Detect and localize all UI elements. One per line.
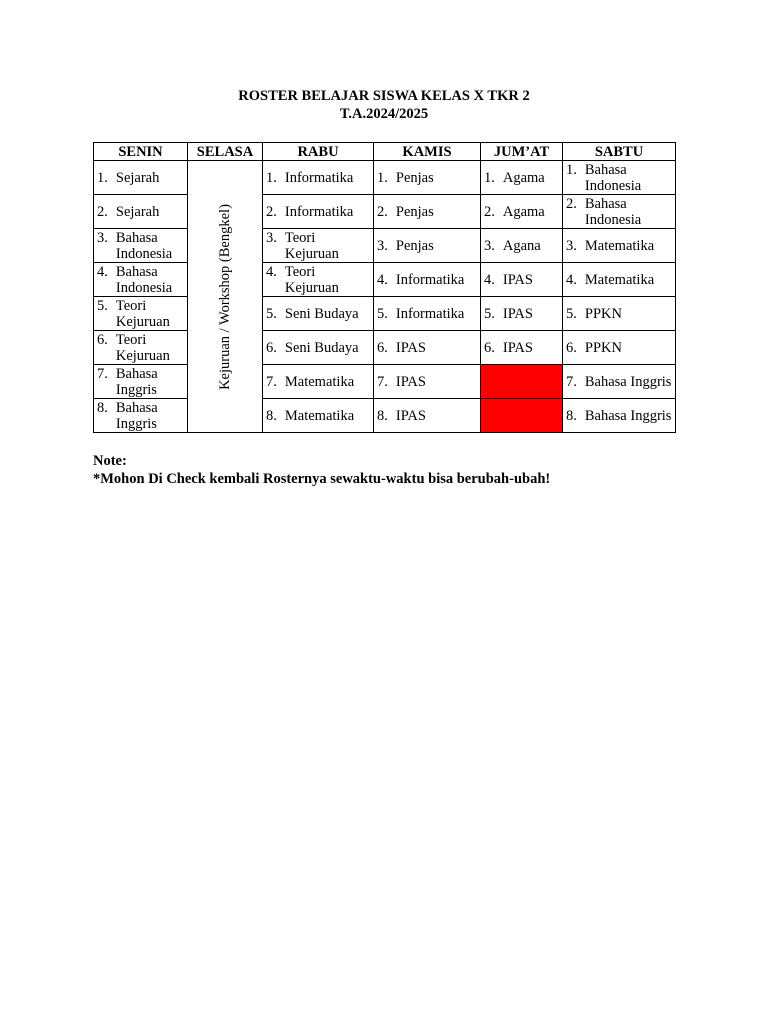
lesson-item	[481, 204, 562, 220]
lesson-item	[563, 374, 675, 390]
lesson-subject: Seni Budaya	[284, 305, 359, 322]
cell-sabtu-7	[563, 365, 676, 399]
table-row	[94, 399, 676, 433]
cell-senin-6	[94, 331, 188, 365]
cell-kamis-2	[374, 195, 481, 229]
cell-kamis-6	[374, 331, 481, 365]
lesson-number: 8.	[377, 407, 388, 424]
lesson-number: 8.	[566, 407, 577, 424]
lesson-number: 3.	[97, 229, 108, 246]
table-row	[94, 365, 676, 399]
lesson-item	[481, 340, 562, 356]
cell-rabu-8	[263, 399, 374, 433]
table-row	[94, 229, 676, 263]
cell-jumat-3	[481, 229, 563, 263]
lesson-number: 6.	[484, 339, 495, 356]
lesson-subject: Agana	[502, 237, 541, 254]
lesson-subject: Bahasa Inggris	[584, 407, 672, 424]
lesson-subject: Bahasa Indonesia	[584, 195, 642, 228]
schedule-table	[93, 142, 676, 433]
schedule-body	[94, 161, 676, 433]
lesson-subject: Sejarah	[115, 203, 160, 220]
lesson-subject: Agama	[502, 203, 545, 220]
lesson-number: 1.	[566, 161, 577, 178]
lesson-number: 6.	[566, 339, 577, 356]
lesson-item	[374, 272, 480, 288]
cell-kamis-1	[374, 161, 481, 195]
lesson-subject: IPAS	[502, 305, 533, 322]
cell-jumat-2	[481, 195, 563, 229]
lesson-item	[94, 170, 187, 186]
header-kamis: KAMIS	[374, 143, 481, 161]
cell-jumat-4	[481, 263, 563, 297]
lesson-number: 2.	[266, 203, 277, 220]
lesson-item	[263, 306, 373, 322]
lesson-number: 1.	[484, 169, 495, 186]
lesson-number: 2.	[566, 195, 577, 212]
lesson-item	[94, 230, 187, 262]
cell-rabu-6	[263, 331, 374, 365]
cell-kamis-5	[374, 297, 481, 331]
lesson-item	[374, 340, 480, 356]
table-row	[94, 161, 676, 195]
lesson-subject: Teori Kejuruan	[284, 263, 339, 296]
header-senin: SENIN	[94, 143, 188, 161]
lesson-item	[94, 400, 187, 432]
lesson-subject: Teori Kejuruan	[115, 297, 170, 330]
lesson-subject: Matematika	[584, 237, 655, 254]
cell-senin-2	[94, 195, 188, 229]
academic-year: T.A.2024/2025	[339, 106, 429, 122]
lesson-item	[94, 298, 187, 330]
table-row	[94, 297, 676, 331]
lesson-subject: Matematika	[584, 271, 655, 288]
lesson-number: 1.	[266, 169, 277, 186]
lesson-number: 2.	[97, 203, 108, 220]
lesson-subject: IPAS	[502, 271, 533, 288]
lesson-subject: Penjas	[395, 169, 434, 186]
cell-sabtu-2	[563, 195, 676, 229]
lesson-item	[374, 170, 480, 186]
lesson-number: 5.	[97, 297, 108, 314]
lesson-number: 5.	[566, 305, 577, 322]
lesson-number: 1.	[377, 169, 388, 186]
selasa-label: Kejuruan / Workshop (Bengkel)	[217, 203, 233, 390]
lesson-number: 5.	[266, 305, 277, 322]
lesson-subject: Bahasa Indonesia	[115, 263, 173, 296]
lesson-number: 3.	[266, 229, 277, 246]
lesson-subject: PPKN	[584, 339, 622, 356]
cell-jumat-1	[481, 161, 563, 195]
cell-kamis-4	[374, 263, 481, 297]
cell-kamis-8	[374, 399, 481, 433]
header-jumat: JUM’AT	[481, 143, 563, 161]
lesson-subject: Bahasa Inggris	[115, 399, 158, 432]
lesson-item	[263, 230, 373, 262]
lesson-item	[563, 162, 675, 194]
lesson-item	[563, 340, 675, 356]
lesson-number: 3.	[566, 237, 577, 254]
cell-jumat-5	[481, 297, 563, 331]
empty-slot-jumat-8	[481, 399, 563, 433]
lesson-subject: Bahasa Inggris	[584, 373, 672, 390]
lesson-number: 4.	[566, 271, 577, 288]
lesson-item	[263, 170, 373, 186]
lesson-item	[563, 238, 675, 254]
lesson-item	[263, 264, 373, 296]
lesson-number: 4.	[484, 271, 495, 288]
lesson-item	[481, 170, 562, 186]
cell-rabu-5	[263, 297, 374, 331]
cell-rabu-4	[263, 263, 374, 297]
lesson-subject: Matematika	[284, 407, 355, 424]
cell-sabtu-3	[563, 229, 676, 263]
lesson-item	[563, 272, 675, 288]
cell-rabu-1	[263, 161, 374, 195]
cell-sabtu-8	[563, 399, 676, 433]
page-title: ROSTER BELAJAR SISWA KELAS X TKR 2	[238, 88, 530, 104]
lesson-subject: Penjas	[395, 203, 434, 220]
lesson-subject: Agama	[502, 169, 545, 186]
lesson-number: 5.	[484, 305, 495, 322]
header-rabu: RABU	[263, 143, 374, 161]
lesson-subject: Penjas	[395, 237, 434, 254]
header-selasa: SELASA	[188, 143, 263, 161]
cell-rabu-3	[263, 229, 374, 263]
table-row	[94, 195, 676, 229]
lesson-item	[481, 306, 562, 322]
lesson-subject: Bahasa Indonesia	[584, 161, 642, 194]
lesson-item	[374, 238, 480, 254]
lesson-number: 4.	[377, 271, 388, 288]
lesson-number: 6.	[266, 339, 277, 356]
lesson-item	[481, 238, 562, 254]
empty-slot-jumat-7	[481, 365, 563, 399]
cell-sabtu-1	[563, 161, 676, 195]
lesson-item	[374, 204, 480, 220]
lesson-number: 7.	[566, 373, 577, 390]
cell-sabtu-6	[563, 331, 676, 365]
lesson-item	[94, 204, 187, 220]
lesson-number: 7.	[377, 373, 388, 390]
cell-sabtu-4	[563, 263, 676, 297]
header-row	[94, 143, 676, 161]
lesson-number: 2.	[484, 203, 495, 220]
cell-senin-5	[94, 297, 188, 331]
lesson-item	[263, 340, 373, 356]
lesson-subject: Informatika	[395, 305, 465, 322]
lesson-number: 4.	[266, 263, 277, 280]
lesson-number: 6.	[97, 331, 108, 348]
header-sabtu: SABTU	[563, 143, 676, 161]
lesson-item	[94, 332, 187, 364]
lesson-subject: Informatika	[284, 203, 354, 220]
lesson-subject: Informatika	[395, 271, 465, 288]
lesson-subject: Bahasa Indonesia	[115, 229, 173, 262]
lesson-item	[263, 204, 373, 220]
cell-senin-3	[94, 229, 188, 263]
table-row	[94, 263, 676, 297]
lesson-number: 7.	[266, 373, 277, 390]
cell-jumat-6	[481, 331, 563, 365]
cell-rabu-2	[263, 195, 374, 229]
lesson-subject: Teori Kejuruan	[284, 229, 339, 262]
cell-senin-7	[94, 365, 188, 399]
cell-senin-4	[94, 263, 188, 297]
lesson-item	[563, 306, 675, 322]
lesson-item	[263, 374, 373, 390]
lesson-number: 3.	[484, 237, 495, 254]
lesson-item	[481, 272, 562, 288]
lesson-item	[263, 408, 373, 424]
lesson-subject: IPAS	[395, 407, 426, 424]
cell-kamis-7	[374, 365, 481, 399]
lesson-number: 4.	[97, 263, 108, 280]
lesson-subject: IPAS	[395, 339, 426, 356]
lesson-subject: Seni Budaya	[284, 339, 359, 356]
cell-sabtu-5	[563, 297, 676, 331]
lesson-subject: Matematika	[284, 373, 355, 390]
lesson-subject: PPKN	[584, 305, 622, 322]
lesson-number: 7.	[97, 365, 108, 382]
lesson-item	[374, 306, 480, 322]
lesson-item	[374, 408, 480, 424]
table-row	[94, 331, 676, 365]
lesson-number: 8.	[266, 407, 277, 424]
lesson-subject: IPAS	[502, 339, 533, 356]
cell-senin-1	[94, 161, 188, 195]
note-label: Note:	[93, 453, 127, 469]
lesson-number: 8.	[97, 399, 108, 416]
lesson-item	[94, 366, 187, 398]
lesson-subject: Informatika	[284, 169, 354, 186]
cell-senin-8	[94, 399, 188, 433]
lesson-subject: IPAS	[395, 373, 426, 390]
lesson-number: 3.	[377, 237, 388, 254]
lesson-number: 2.	[377, 203, 388, 220]
lesson-subject: Sejarah	[115, 169, 160, 186]
lesson-subject: Teori Kejuruan	[115, 331, 170, 364]
lesson-item	[374, 374, 480, 390]
lesson-item	[563, 196, 675, 228]
cell-kamis-3	[374, 229, 481, 263]
lesson-number: 1.	[97, 169, 108, 186]
lesson-number: 5.	[377, 305, 388, 322]
lesson-item	[94, 264, 187, 296]
lesson-item	[563, 408, 675, 424]
lesson-subject: Bahasa Inggris	[115, 365, 158, 398]
cell-selasa	[188, 161, 263, 433]
cell-rabu-7	[263, 365, 374, 399]
note-text: *Mohon Di Check kembali Rosternya sewaktu-waktu bisa berubah-ubah!	[93, 471, 551, 487]
lesson-number: 6.	[377, 339, 388, 356]
